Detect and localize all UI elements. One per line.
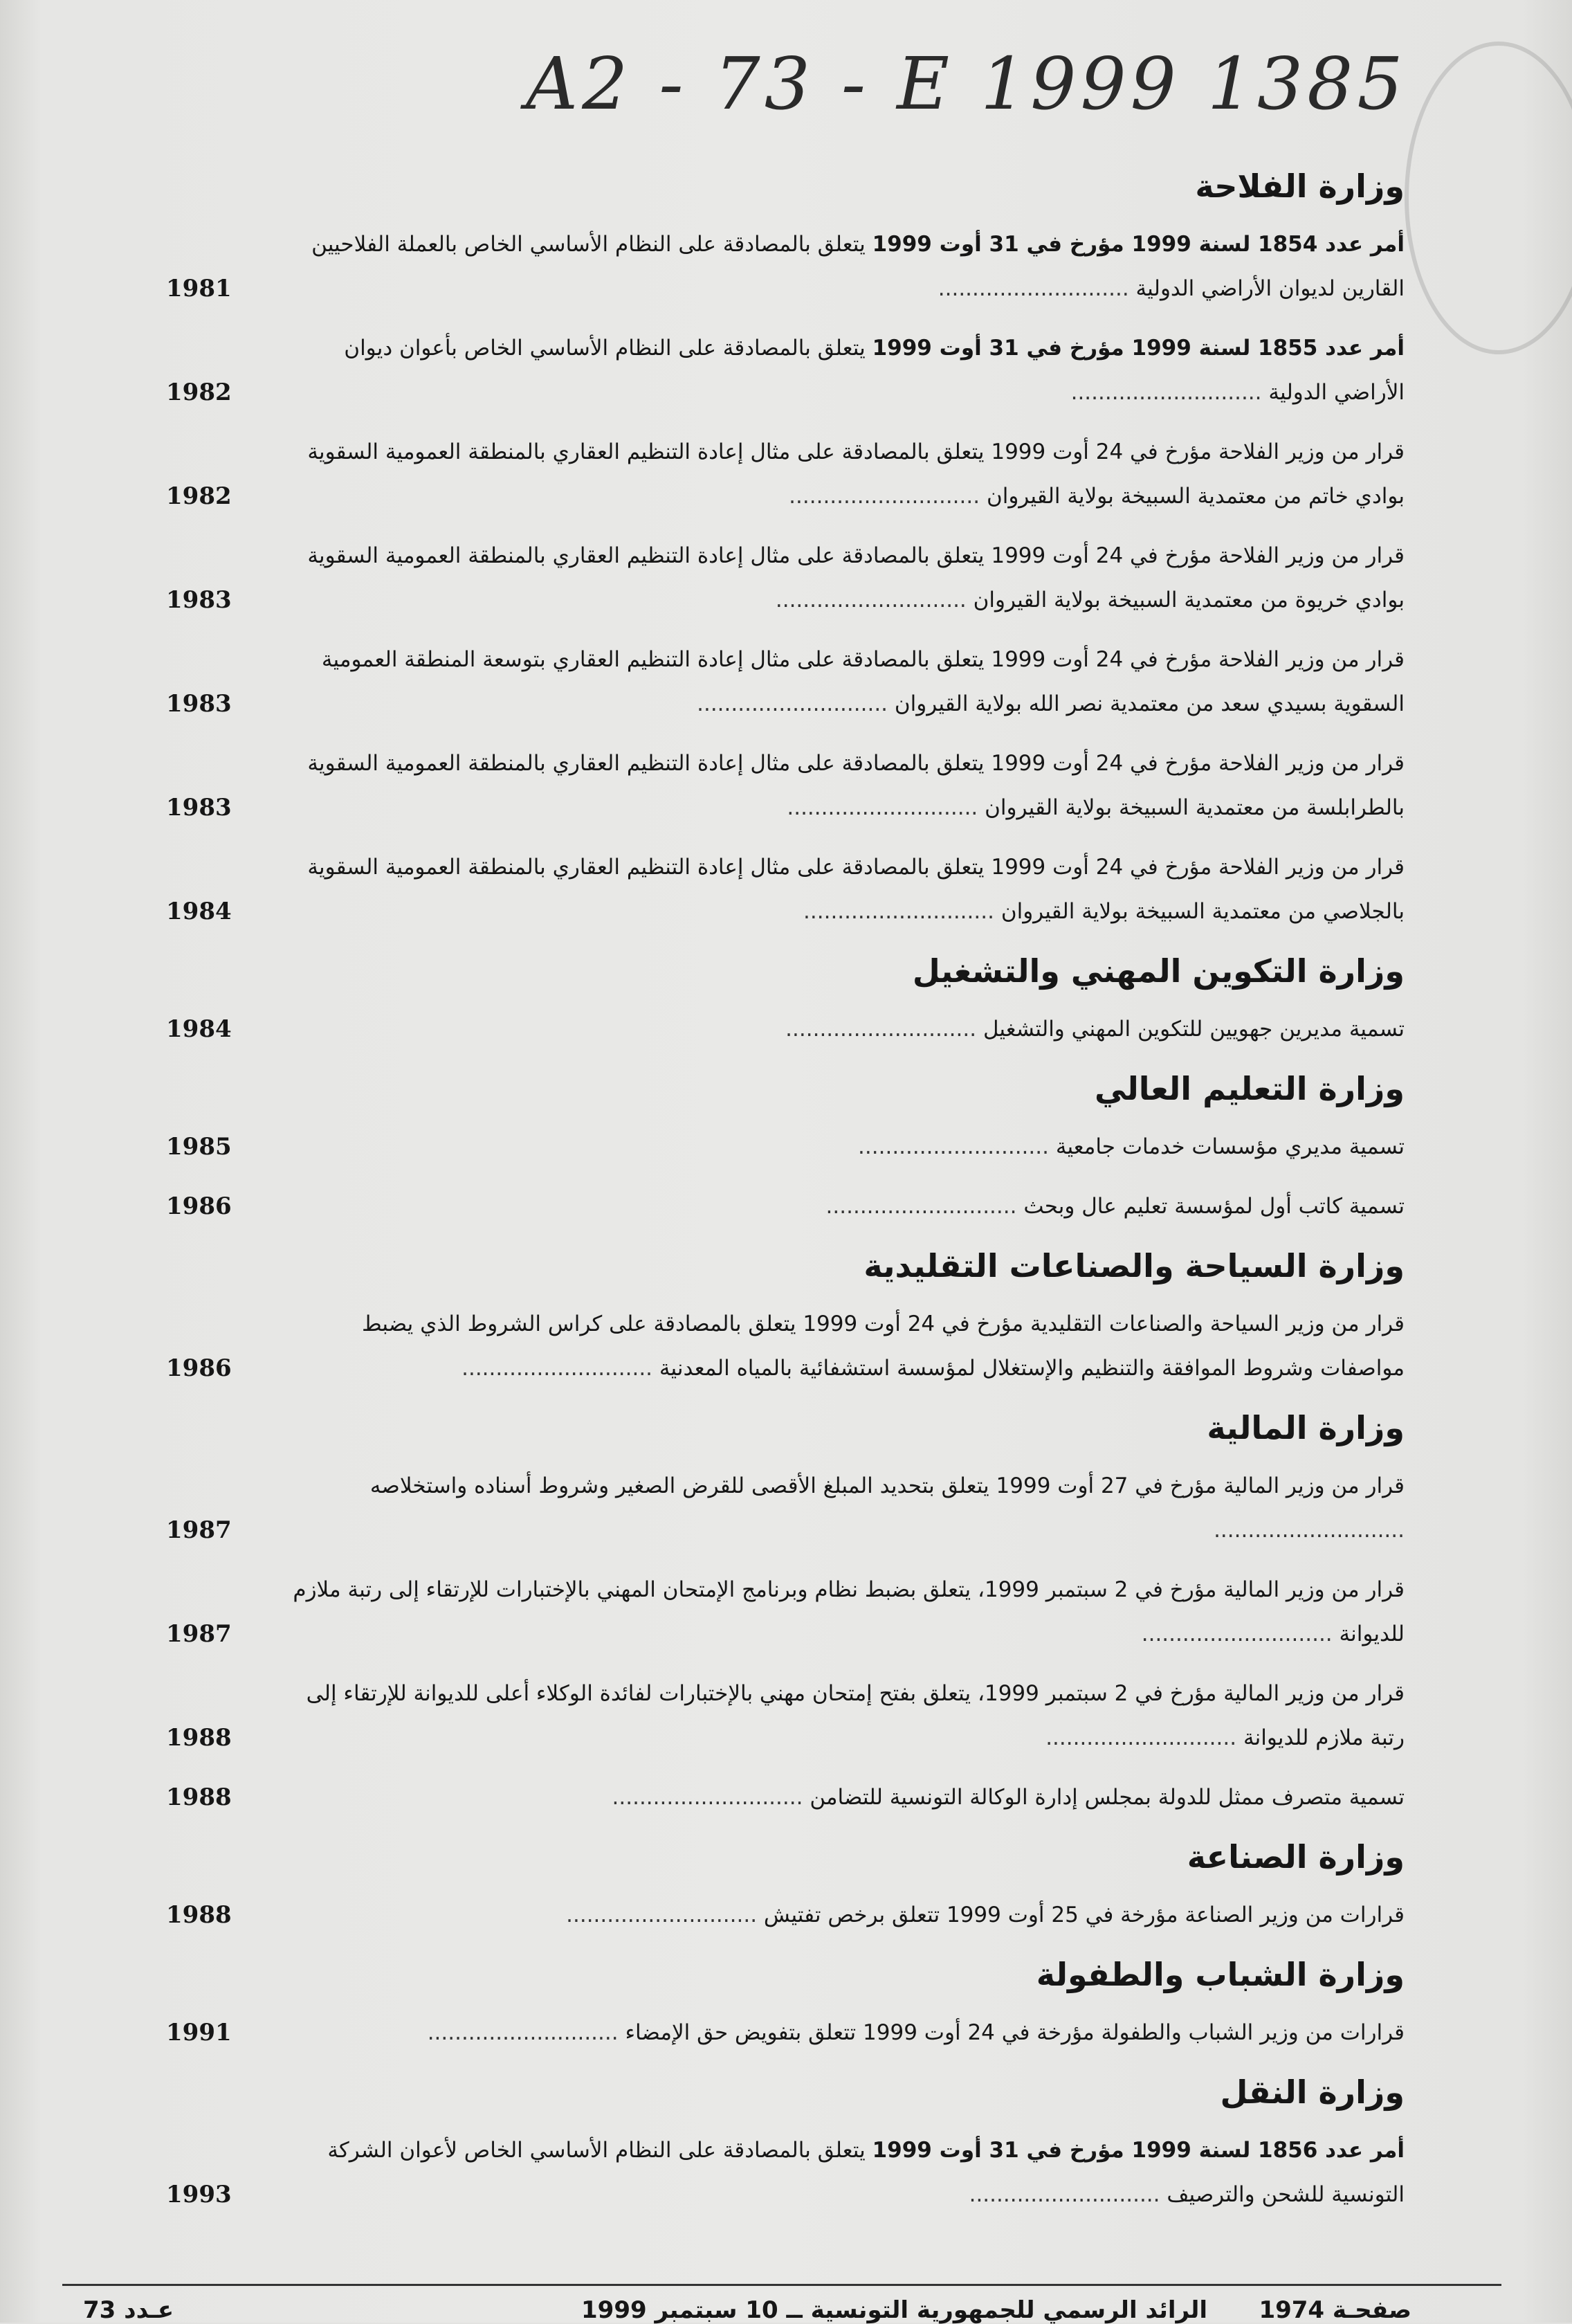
leader-dots: ............................ [1045,1725,1243,1750]
entry-page-number: 1988 [166,1724,232,1752]
toc-entry [166,430,1405,518]
section-title: وزارة السياحة والصناعات التقليدية [863,1247,1405,1284]
table-of-contents [166,149,1405,2232]
entry-text [277,1568,1405,1656]
section-title: وزارة الفلاحة [1195,167,1405,205]
entry-description: تسمية مديري مؤسسات خدمات جامعية [1055,1134,1405,1159]
entry-description: قرار من وزير الفلاحة مؤرخ في 24 أوت 1999 يتعلق بالمصادقة على مثال إعادة التنظيم العقاري بتوسعة المنطقة العمومية السقوية بسيدي سعد من معتمدية نصر الله بولاية القيروان [321,647,1405,716]
entry-text [277,637,1405,726]
page-footer [83,2296,1411,2324]
entry-text [277,222,1405,311]
entry-text [277,1775,1405,1819]
leader-dots: ............................ [825,1194,1024,1219]
entry-decree-ref: أمر عدد 1855 لسنة 1999 مؤرخ في 31 أوت 1999 [872,336,1405,361]
entry-description: قرار من وزير السياحة والصناعات التقليدية مؤرخ في 24 أوت 1999 يتعلق بالمصادقة على كراس الشروط الذي يضبط مواصفات وشروط الموافقة والتنظيم والإستغلال لمؤسسة استشفائية بالمياه المعدنية [362,1311,1405,1381]
footer-rule [62,2284,1501,2286]
entry-text [277,326,1405,415]
entry-text [277,845,1405,934]
leader-dots: ............................ [785,1017,983,1042]
entry-page-number: 1984 [166,1015,232,1043]
entry-page-number: 1988 [166,1901,232,1929]
section-title: وزارة المالية [1207,1409,1405,1446]
entry-description: يتعلق بالمصادقة على النظام الأساسي الخاص لأعوان الشركة التونسية للشحن والترصيف [327,2138,1405,2207]
toc-entry [166,1775,1405,1819]
toc-entry [166,1893,1405,1937]
section-title: وزارة النقل [1220,2073,1405,2111]
section-title: وزارة التكوين المهني والتشغيل [912,952,1405,990]
leader-dots: ............................ [697,691,895,716]
footer-issue: عـدد 73 [83,2296,174,2324]
entry-page-number: 1986 [166,1192,232,1220]
section-title: وزارة الشباب والطفولة [1036,1956,1405,1993]
entry-page-number: 1981 [166,275,232,302]
entry-description: قرار من وزير الفلاحة مؤرخ في 24 أوت 1999 يتعلق بالمصادقة على مثال إعادة التنظيم العقاري بالمنطقة العمومية السقوية بوادي خاتم من معتمدية السبيخة بولاية القيروان [307,439,1405,509]
entry-page-number: 1991 [166,2019,232,2046]
entry-description: قرار من وزير الفلاحة مؤرخ في 24 أوت 1999 يتعلق بالمصادقة على مثال إعادة التنظيم العقاري بالمنطقة العمومية السقوية بالجلاصي من معتمدية السبيخة بولاية القيروان [307,855,1405,924]
entry-page-number: 1983 [166,794,232,821]
leader-dots: ............................ [566,1903,764,1927]
leader-dots: ............................ [969,2182,1167,2207]
toc-entry [166,1007,1405,1051]
entry-text [277,1893,1405,1937]
entry-text [277,1302,1405,1390]
entry-text [277,741,1405,830]
footer-page-number: صفحـة 1974 [1259,2296,1411,2324]
entry-text [277,2128,1405,2217]
toc-entry [166,1302,1405,1390]
leader-dots: ............................ [858,1134,1056,1159]
toc-entry [166,1568,1405,1656]
toc-entry [166,1184,1405,1228]
toc-entry [166,1125,1405,1169]
leader-dots: ............................ [427,2020,625,2045]
entry-page-number: 1987 [166,1516,232,1544]
entry-page-number: 1982 [166,379,232,406]
leader-dots: ............................ [461,1356,659,1381]
entry-decree-ref: أمر عدد 1856 لسنة 1999 مؤرخ في 31 أوت 1999 [872,2138,1405,2163]
entry-description: تسمية كاتب أول لمؤسسة تعليم عال وبحث [1023,1194,1405,1219]
entry-description: تسمية متصرف ممثل للدولة بمجلس إدارة الوكالة التونسية للتضامن [810,1785,1405,1810]
entry-text [277,1184,1405,1228]
entry-page-number: 1985 [166,1133,232,1161]
leader-dots: ............................ [1070,380,1269,405]
leader-dots: ............................ [612,1785,810,1810]
entry-page-number: 1986 [166,1354,232,1382]
toc-entry [166,845,1405,934]
toc-entry [166,326,1405,415]
entry-description: قرارات من وزير الشباب والطفولة مؤرخة في 24 أوت 1999 تتعلق بتفويض حق الإمضاء [625,2020,1405,2045]
entry-description: قرار من وزير الفلاحة مؤرخ في 24 أوت 1999 يتعلق بالمصادقة على مثال إعادة التنظيم العقاري بالمنطقة العمومية السقوية بوادي خريوة من معتمدية السبيخة بولاية القيروان [307,543,1405,612]
entry-text [277,430,1405,518]
entry-description: تسمية مديرين جهويين للتكوين المهني والتشغيل [982,1017,1405,1042]
section-title: وزارة التعليم العالي [1094,1070,1405,1107]
leader-dots: ............................ [803,899,1001,924]
toc-entry [166,741,1405,830]
toc-entry [166,2128,1405,2217]
leader-dots: ............................ [1214,1518,1405,1543]
entry-page-number: 1982 [166,482,232,510]
entry-description: يتعلق بالمصادقة على النظام الأساسي الخاص بالعملة الفلاحيين القارين لديوان الأراضي الدولية [311,232,1405,301]
leader-dots: ............................ [1141,1622,1340,1646]
footer-journal-title: الرائد الرسمي للجمهورية التونسية ــ 10 سبتمبر 1999 [581,2296,1208,2324]
toc-entry [166,2010,1405,2055]
leader-dots: ............................ [789,484,987,509]
entry-description: يتعلق بالمصادقة على النظام الأساسي الخاص بأعوان ديوان الأراضي الدولية [344,336,1405,405]
entry-text [277,1125,1405,1169]
leader-dots: ............................ [775,588,974,612]
entry-page-number: 1983 [166,690,232,718]
entry-decree-ref: أمر عدد 1854 لسنة 1999 مؤرخ في 31 أوت 1999 [872,232,1405,257]
handwritten-reference: A2 - 73 - E 1999 1385 [526,42,1407,126]
entry-text [277,1671,1405,1760]
entry-description: قرار من وزير المالية مؤرخ في 27 أوت 1999 يتعلق بتحديد المبلغ الأقصى للقرض الصغير وشروط أسناده واستخلاصه [369,1473,1405,1498]
entry-description: قرار من وزير المالية مؤرخ في 2 سبتمبر 1999، يتعلق بضبط نظام وبرنامج الإمتحان المهني بالإختبارات للإرتقاء إلى رتبة ملازم للديوانة [293,1577,1405,1646]
entry-text [277,534,1405,622]
entry-description: قرارات من وزير الصناعة مؤرخة في 25 أوت 1999 تتعلق برخص تفتيش [763,1903,1405,1927]
entry-text [277,1464,1405,1552]
toc-entry [166,222,1405,311]
leader-dots: ............................ [787,795,985,820]
faded-stamp [1405,42,1572,354]
toc-entry [166,534,1405,622]
toc-entry [166,637,1405,726]
entry-text [277,2010,1405,2055]
entry-page-number: 1993 [166,2181,232,2208]
toc-entry [166,1464,1405,1552]
entry-description: قرار من وزير المالية مؤرخ في 2 سبتمبر 1999، يتعلق بفتح إمتحان مهني بالإختبارات لفائدة الوكلاء أعلى للديوانة للإرتقاء إلى رتبة ملازم للديوانة [306,1681,1405,1750]
toc-entry [166,1671,1405,1760]
entry-page-number: 1983 [166,586,232,614]
entry-text [277,1007,1405,1051]
entry-page-number: 1987 [166,1620,232,1648]
entry-page-number: 1984 [166,898,232,925]
entry-page-number: 1988 [166,1783,232,1811]
entry-description: قرار من وزير الفلاحة مؤرخ في 24 أوت 1999 يتعلق بالمصادقة على مثال إعادة التنظيم العقاري بالمنطقة العمومية السقوية بالطرابلسة من معتمدية السبيخة بولاية القيروان [307,751,1405,820]
leader-dots: ............................ [938,276,1136,301]
section-title: وزارة الصناعة [1187,1838,1405,1876]
